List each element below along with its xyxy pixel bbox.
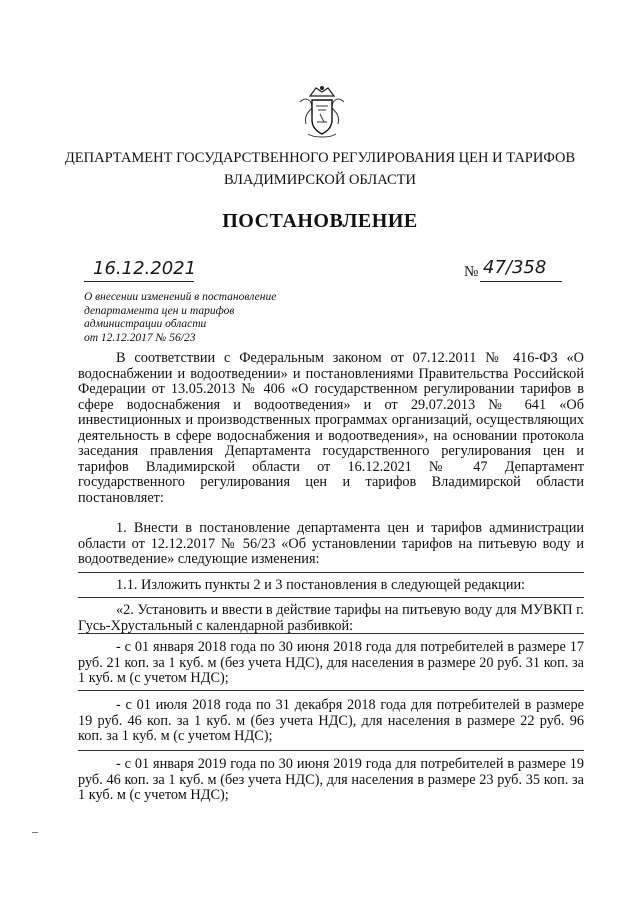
coat-of-arms-emblem: [296, 82, 348, 142]
clause-2-paragraph: «2. Установить и ввести в действие тарифы на питьевую воду для МУВКП г. Гусь-Хрустальный с календарной разбивкой:: [78, 602, 584, 634]
clause-1-paragraph: 1. Внести в постановление департамента цен и тарифов администрации области от 12.12.2017 № 56/23 «Об установлении тарифов на питьевую воду и водоотведение» следующие изменения:: [78, 520, 584, 567]
scan-mark: [32, 832, 38, 833]
divider-line: [78, 597, 584, 598]
clause-1-1-paragraph: 1.1. Изложить пункты 2 и 3 постановления в следующей редакции:: [116, 577, 526, 593]
subject-line: департамента цен и тарифов: [84, 304, 235, 317]
date-underline: [84, 281, 194, 282]
tariff-period-item: - с 01 июля 2018 года по 31 декабря 2018 года для потребителей в размере 19 руб. 46 коп. за 1 куб. м (без учета НДС), для населения в размере 22 руб. 96 коп. за 1 куб. м (с учетом НДС);: [78, 697, 584, 744]
tariff-period-item: - с 01 января 2019 года по 30 июня 2019 года для потребителей в размере 19 руб. 46 коп. за 1 куб. м (без учета НДС), для населения в размере 23 руб. 35 коп. за 1 куб. м (с учетом НДС);: [78, 756, 584, 803]
document-subject: [84, 291, 344, 345]
preamble-paragraph: В соответствии с Федеральным законом от 07.12.2011 № 416-ФЗ «О водоснабжении и водоотведении» и постановлениями Правительства Российской Федерации от 13.05.2013 № 406 «О государственном регулировании тарифов в сфере водоснабжения и водоотведения» и от 29.07.2013 № 641 «Об инвестиционных и производственных программах организаций, осуществляющих деятельность в сфере водоснабжения и водоотведения», на основании протокола заседания правления Департамента государственного регулирования цен и тарифов Владимирской области от 16.12.2021 № 47 Департамент государственного регулирования цен и тарифов Владимирской области постановляет:: [78, 350, 584, 506]
divider-line: [78, 690, 584, 691]
document-number: 47/358: [483, 257, 547, 278]
tariff-period-item: - с 01 января 2018 года по 30 июня 2018 года для потребителей в размере 17 руб. 21 коп. за 1 куб. м (без учета НДС), для населения в размере 20 руб. 31 коп. за 1 куб. м (с учетом НДС);: [78, 639, 584, 686]
subject-line: от 12.12.2017 № 56/23: [84, 331, 196, 344]
divider-line: [78, 750, 584, 751]
document-title: ПОСТАНОВЛЕНИЕ: [222, 210, 418, 232]
document-date: 16.12.2021: [93, 258, 197, 279]
department-name-line2: ВЛАДИМИРСКОЙ ОБЛАСТИ: [224, 172, 416, 188]
department-name-line1: ДЕПАРТАМЕНТ ГОСУДАРСТВЕННОГО РЕГУЛИРОВАНИЯ ЦЕН И ТАРИФОВ: [64, 150, 576, 166]
subject-line: администрации области: [84, 318, 207, 331]
number-underline: [480, 281, 562, 282]
number-label: №: [464, 264, 479, 280]
subject-line: О внесении изменений в постановление: [84, 291, 277, 303]
divider-line: [78, 572, 584, 573]
